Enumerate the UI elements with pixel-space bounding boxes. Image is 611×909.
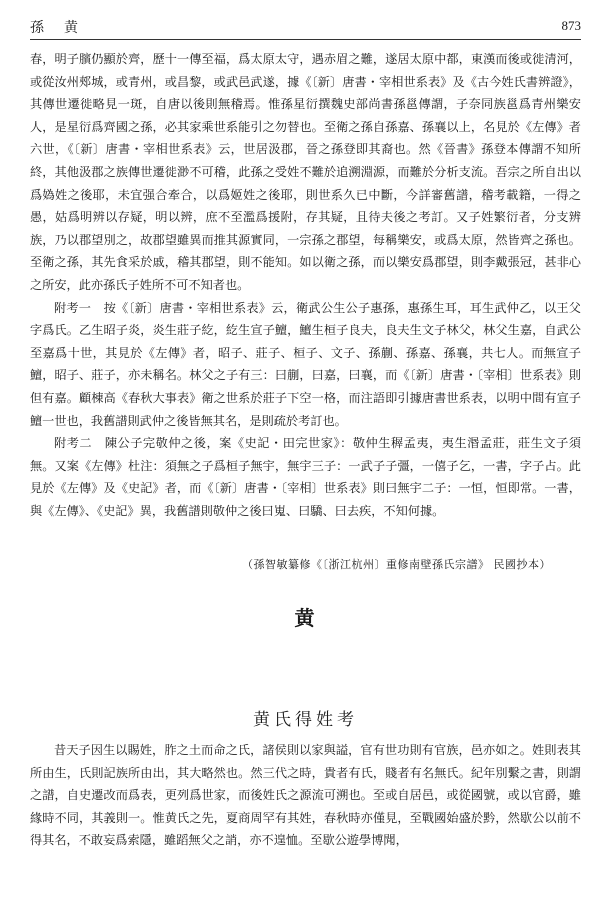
- article-title: 黄氏得姓考: [253, 710, 358, 730]
- running-head-title: 孫 黄: [30, 20, 81, 36]
- source-citation: （孫智敏纂修《〔浙江杭州〕重修南壁孫氏宗譜》 民國抄本）: [242, 558, 551, 571]
- sun-section-body: [30, 48, 581, 522]
- appendix-note-1: 附考一 按《〔新〕唐書・宰相世系表》云，衛武公生公子惠孫，惠孫生耳，耳生武仲乙，以王父字爲氏。乙生昭子炎，炎生莊子紇，紇生宣子鱣，鱣生桓子良夫，良夫生文子林父，林父生嘉，自武公至嘉爲十世，其見於《左傳》者，昭子、莊子、桓子、文子、孫蒯、孫嘉、孫襄，共七人。而無宣子鱣，昭子、莊子，亦未稱名。林父之子有三：曰蒯，曰嘉，曰襄，而《〔新〕唐書・〔宰相〕世系表》則但有嘉。顧棟高《春秋大事表》衛之世系於莊子下空一格，而注語即引據唐書世系表，以明中間有宣子鱣一世也，我舊譜則武仲之後皆無其名，是則疏於考訂也。: [30, 300, 581, 428]
- section-heading: 黄: [294, 606, 317, 630]
- body-paragraph: 昔天子因生以賜姓，胙之土而命之氏，諸侯則以家與謚，官有世功則有官族，邑亦如之。姓則表其所由生，氏則記族所由出，其大略然也。然三代之時，貴者有氏，賤者有名無氏。紀年別繫之書，則謂之譜，自史遷改而爲表，更列爲世家，而後姓氏之源流可溯也。至或自居邑，或從國號，或以官爵，雖緣時不同，其義則一。惟黄氏之先，夏商周罕有其姓，春秋時亦僅見，至戰國始盛於黔，然歇公以前不得其名，不敢妄爲索隱，雖蹈無父之誚，亦不遑恤。至歇公遊學博聞，: [30, 743, 581, 848]
- body-paragraph: 春，明子臏仍顯於齊，歷十一傳至福，爲太原太守，遇赤眉之難，遂居太原中都，東漢而後或徙清河，或從汝州郟城，或青州，或昌黎，或武邑武遂，據《〔新〕唐書・宰相世系表》及《古今姓氏書辨證》，其傳世遷徙略見一斑，自唐以後則無稽焉。惟孫星衍撰魏史部尚書孫邕傳謂，子奈同族邕爲青州樂安人，是星衍爲齊國之孫，必其家乘世系能引之勿替也。至衛之孫自孫嘉、孫襄以上，名見於《左傳》者六世，《〔新〕唐書・宰相世系表》云，世居汲郡，晉之孫登即其裔也。然《晉書》孫登本傳謂不知所終，其他汲郡之族傳世遷徙渺不可稽，此孫之受姓不難於追溯淵源，而難於分析支流。吾宗之所自出以爲媯姓之後耶，未宜强合牽合，以爲姬姓之後耶，則世系久已中斷，今詳審舊譜，稽考載籍，一得之愚，姑爲明辨以存疑，明以辨，庶不至濫爲援附，存其疑，且待夫後之考訂。又子姓繁衍者，分支辨族，乃以郡望別之，故郡望雖異而推其源實同，一宗孫之郡望，每稱樂安，或爲太原，然皆齊之孫也。至衛之孫，其先食采於戚，稽其郡望，則不能知。如以衛之孫，而以樂安爲郡望，則李戴張冠，甚非心之所安，此亦孫氏子姓所不可不知者也。: [30, 52, 581, 292]
- running-head: [30, 17, 581, 40]
- page-number: 873: [561, 18, 581, 33]
- appendix-note-2: 附考二 陳公子完敬仲之後，案《史記・田完世家》：敬仲生稺孟夷，夷生湣孟莊，莊生文子須無。又案《左傳》杜注：須無之子爲桓子無宇，無宇三子：一武子子彊，一僖子乞，一書，字子占。此見於《左傳》及《史記》者，而《〔新〕唐書・〔宰相〕世系表》則曰無宇二子：一恒，恒即常。一書，與《左傳》、《史記》異，我舊譜則敬仲之後曰嵬、曰驕、曰去疾，不知何據。: [30, 436, 581, 518]
- huang-section-body: [30, 739, 581, 852]
